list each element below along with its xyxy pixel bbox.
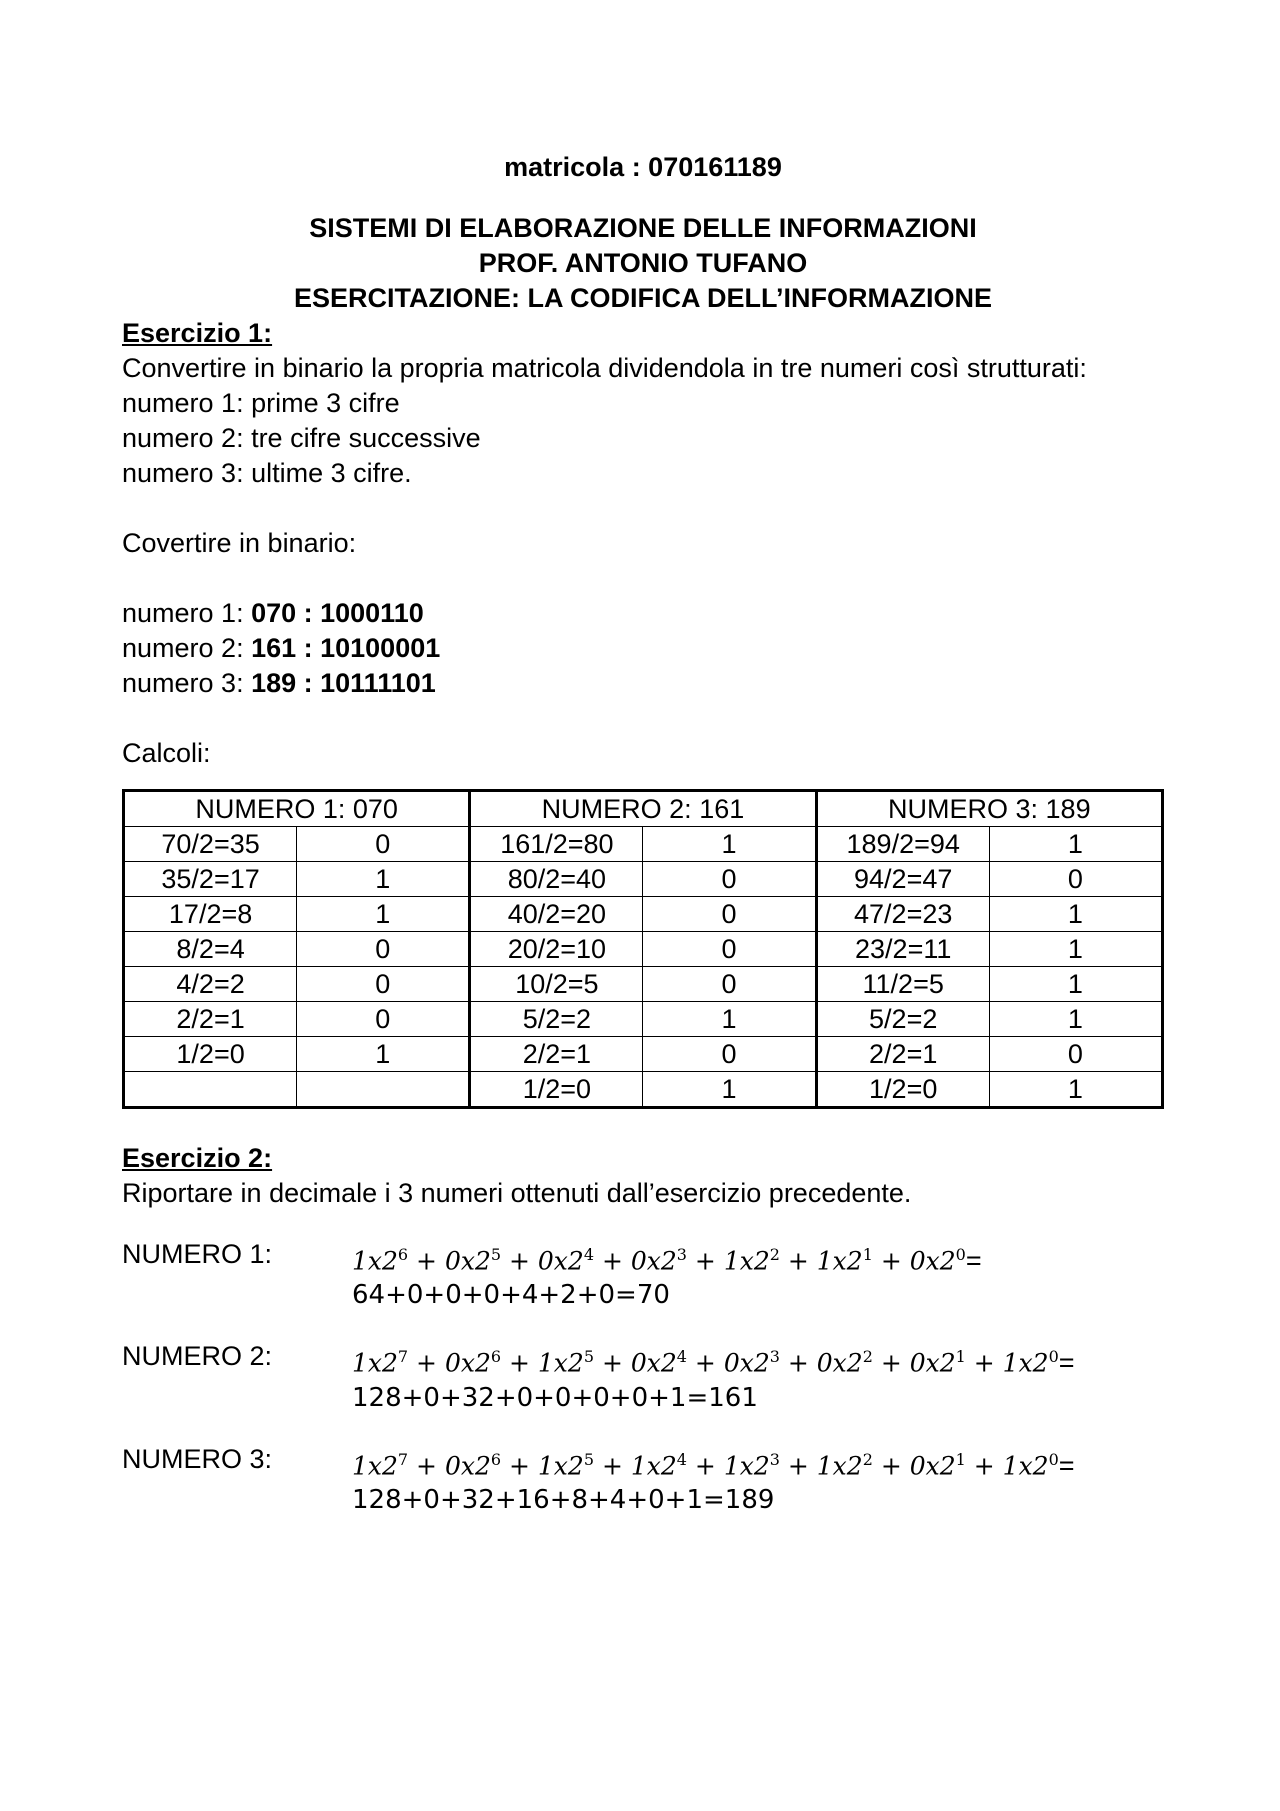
division-cell: 11/2=5 xyxy=(816,967,989,1002)
formula-exponent: 5 xyxy=(583,1347,595,1367)
table-header-row xyxy=(124,791,1163,827)
result-line: numero 3: 189 : 10111101 xyxy=(122,668,436,698)
division-cell: 35/2=17 xyxy=(124,862,297,897)
formula-exponent: 6 xyxy=(397,1245,409,1264)
formula-term: 0x2 xyxy=(444,1348,491,1378)
table-row xyxy=(124,862,1163,897)
division-cell: 4/2=2 xyxy=(124,967,297,1002)
table-header: NUMERO 1: 070 xyxy=(124,791,470,827)
remainder-cell: 0 xyxy=(643,932,816,967)
formula-term: 0x2 xyxy=(444,1450,491,1480)
division-cell: 2/2=1 xyxy=(124,1002,297,1037)
remainder-cell: 1 xyxy=(989,897,1162,932)
decimal-sum: 64+0+0+0+4+2+0=70 xyxy=(352,1280,670,1311)
binary-results xyxy=(122,596,1164,701)
division-cell: 80/2=40 xyxy=(470,862,643,897)
remainder-cell: 0 xyxy=(989,1037,1162,1072)
division-cell: 70/2=35 xyxy=(124,827,297,862)
division-cell: 2/2=1 xyxy=(470,1037,643,1072)
remainder-cell: 0 xyxy=(643,897,816,932)
document-title xyxy=(122,211,1164,316)
conversion-label: NUMERO 1: xyxy=(122,1239,273,1269)
table-header: NUMERO 3: 189 xyxy=(816,791,1162,827)
formula-exponent: 7 xyxy=(397,1347,409,1367)
division-cell: 20/2=10 xyxy=(470,932,643,967)
conversion-block xyxy=(122,1442,1164,1518)
conversion-label: NUMERO 3: xyxy=(122,1443,273,1474)
formula-term: 1x2 xyxy=(352,1246,398,1276)
result-line: numero 2: 161 : 10100001 xyxy=(122,633,441,663)
structure-line-3: numero 3: ultime 3 cifre. xyxy=(122,458,412,488)
formula-term: 0x2 xyxy=(909,1450,956,1480)
power-formula: $1x2^6 + 0x2^5 + 0x2^4 + 0x2^3 + 1x2^2 + 1x2^1 + 0x2^0=$ xyxy=(352,1245,982,1276)
remainder-cell: 0 xyxy=(297,932,470,967)
remainder-cell: 0 xyxy=(297,967,470,1002)
formula-term: 0x2 xyxy=(909,1246,956,1276)
power-formula: $1x2^7 + 0x2^6 + 1x2^5 + 0x2^4 + 0x2^3 + 0x2^2 + 0x2^1 + 1x2^0=$ xyxy=(352,1347,1075,1378)
formula-exponent: 2 xyxy=(862,1347,873,1367)
remainder-cell: 0 xyxy=(643,967,816,1002)
formula-exponent: 3 xyxy=(769,1347,780,1367)
conversion-block xyxy=(122,1339,1164,1415)
formula-exponent: 0 xyxy=(1048,1347,1059,1367)
formula-exponent: 0 xyxy=(955,1245,966,1264)
division-cell: 161/2=80 xyxy=(470,827,643,862)
table-row xyxy=(124,1037,1163,1072)
formula-term: 1x2 xyxy=(723,1246,770,1276)
formula-exponent: 4 xyxy=(676,1449,687,1469)
formula-term: 0x2 xyxy=(537,1246,584,1276)
remainder-cell: 0 xyxy=(643,862,816,897)
formula-term: 0x2 xyxy=(630,1348,677,1378)
formula-exponent: 4 xyxy=(676,1347,687,1367)
structure-line-1: numero 1: prime 3 cifre xyxy=(122,388,400,418)
formula-term: 1x2 xyxy=(816,1450,863,1480)
division-cell: 5/2=2 xyxy=(470,1002,643,1037)
calc-label: Calcoli: xyxy=(122,738,211,768)
formula-term: 0x2 xyxy=(723,1348,770,1378)
remainder-cell: 0 xyxy=(297,1002,470,1037)
formula-exponent: 5 xyxy=(490,1245,502,1264)
title-exercise: ESERCITAZIONE: LA CODIFICA DELL’INFORMAZIONE xyxy=(294,283,992,313)
formula-exponent: 4 xyxy=(583,1245,595,1264)
remainder-cell: 1 xyxy=(297,862,470,897)
formula-exponent: 5 xyxy=(583,1449,595,1469)
table-row xyxy=(124,1072,1163,1108)
remainder-cell: 0 xyxy=(297,827,470,862)
formula-term: 1x2 xyxy=(352,1450,398,1480)
division-cell: 10/2=5 xyxy=(470,967,643,1002)
remainder-cell xyxy=(297,1072,470,1108)
conversion-label: NUMERO 2: xyxy=(122,1341,273,1372)
division-cell: 40/2=20 xyxy=(470,897,643,932)
formula-exponent: 1 xyxy=(862,1245,873,1264)
division-cell: 1/2=0 xyxy=(816,1072,989,1108)
remainder-cell: 0 xyxy=(643,1037,816,1072)
formula-term: 0x2 xyxy=(816,1348,863,1378)
division-cell: 189/2=94 xyxy=(816,827,989,862)
conversion-block xyxy=(122,1237,1164,1313)
result-value: 070 : 1000110 xyxy=(251,598,424,628)
result-value: 161 : 10100001 xyxy=(251,633,441,663)
title-course: SISTEMI DI ELABORAZIONE DELLE INFORMAZIONI xyxy=(309,213,977,243)
exercise-1-intro: Convertire in binario la propria matricola dividendola in tre numeri così strutturati: xyxy=(122,353,1087,383)
exercise-2-intro: Riportare in decimale i 3 numeri ottenuti dall’esercizio precedente. xyxy=(122,1178,912,1208)
formula-exponent: 6 xyxy=(490,1347,502,1367)
exercise-1-heading: Esercizio 1: xyxy=(122,318,273,348)
table-row xyxy=(124,827,1163,862)
formula-term: 1x2 xyxy=(723,1450,770,1480)
table-row xyxy=(124,932,1163,967)
remainder-cell: 1 xyxy=(643,1002,816,1037)
remainder-cell: 1 xyxy=(989,827,1162,862)
formula-term: 0x2 xyxy=(444,1246,491,1276)
formula-term: 1x2 xyxy=(537,1450,584,1480)
remainder-cell: 0 xyxy=(989,862,1162,897)
formula-exponent: 3 xyxy=(676,1245,687,1264)
title-professor: PROF. ANTONIO TUFANO xyxy=(478,248,808,278)
decimal-sum: 128+0+32+0+0+0+0+1=161 xyxy=(352,1382,758,1413)
result-line: numero 1: 070 : 1000110 xyxy=(122,598,424,628)
division-cell: 23/2=11 xyxy=(816,932,989,967)
remainder-cell: 1 xyxy=(989,932,1162,967)
formula-exponent: 1 xyxy=(955,1347,966,1367)
formula-exponent: 2 xyxy=(769,1245,780,1264)
division-cell: 1/2=0 xyxy=(124,1037,297,1072)
division-cell: 17/2=8 xyxy=(124,897,297,932)
document-page xyxy=(122,150,1164,1518)
formula-exponent: 2 xyxy=(862,1449,873,1469)
remainder-cell: 1 xyxy=(989,1002,1162,1037)
formula-term: 1x2 xyxy=(1002,1348,1049,1378)
remainder-cell: 1 xyxy=(297,1037,470,1072)
decimal-sum: 128+0+32+16+8+4+0+1=189 xyxy=(352,1484,775,1515)
matricola-line: matricola : 070161189 xyxy=(504,152,782,182)
formula-term: 1x2 xyxy=(1002,1450,1049,1480)
division-cell: 1/2=0 xyxy=(470,1072,643,1108)
formula-exponent: 6 xyxy=(490,1449,502,1469)
formula-term: 1x2 xyxy=(816,1246,863,1276)
result-value: 189 : 10111101 xyxy=(251,668,436,698)
table-row xyxy=(124,897,1163,932)
exercise-2-heading: Esercizio 2: xyxy=(122,1143,273,1173)
table-header: NUMERO 2: 161 xyxy=(470,791,816,827)
division-table xyxy=(122,789,1164,1109)
division-cell: 8/2=4 xyxy=(124,932,297,967)
division-cell: 5/2=2 xyxy=(816,1002,989,1037)
formula-term: 1x2 xyxy=(352,1348,398,1378)
remainder-cell: 1 xyxy=(297,897,470,932)
remainder-cell: 1 xyxy=(643,1072,816,1108)
formula-exponent: 3 xyxy=(769,1449,780,1469)
formula-exponent: 7 xyxy=(397,1449,409,1469)
remainder-cell: 1 xyxy=(989,1072,1162,1108)
formula-exponent: 1 xyxy=(955,1449,966,1469)
division-cell: 94/2=47 xyxy=(816,862,989,897)
table-row xyxy=(124,967,1163,1002)
conversion-list xyxy=(122,1237,1164,1518)
convert-label: Covertire in binario: xyxy=(122,528,357,558)
power-formula: $1x2^7 + 0x2^6 + 1x2^5 + 1x2^4 + 1x2^3 + 1x2^2 + 0x2^1 + 1x2^0=$ xyxy=(352,1449,1075,1480)
formula-term: 1x2 xyxy=(630,1450,677,1480)
formula-exponent: 0 xyxy=(1048,1449,1059,1469)
structure-line-2: numero 2: tre cifre successive xyxy=(122,423,481,453)
division-cell: 47/2=23 xyxy=(816,897,989,932)
remainder-cell: 1 xyxy=(989,967,1162,1002)
division-cell: 2/2=1 xyxy=(816,1037,989,1072)
formula-term: 1x2 xyxy=(537,1348,584,1378)
formula-term: 0x2 xyxy=(909,1348,956,1378)
formula-term: 0x2 xyxy=(630,1246,677,1276)
table-row xyxy=(124,1002,1163,1037)
remainder-cell: 1 xyxy=(643,827,816,862)
division-cell xyxy=(124,1072,297,1108)
